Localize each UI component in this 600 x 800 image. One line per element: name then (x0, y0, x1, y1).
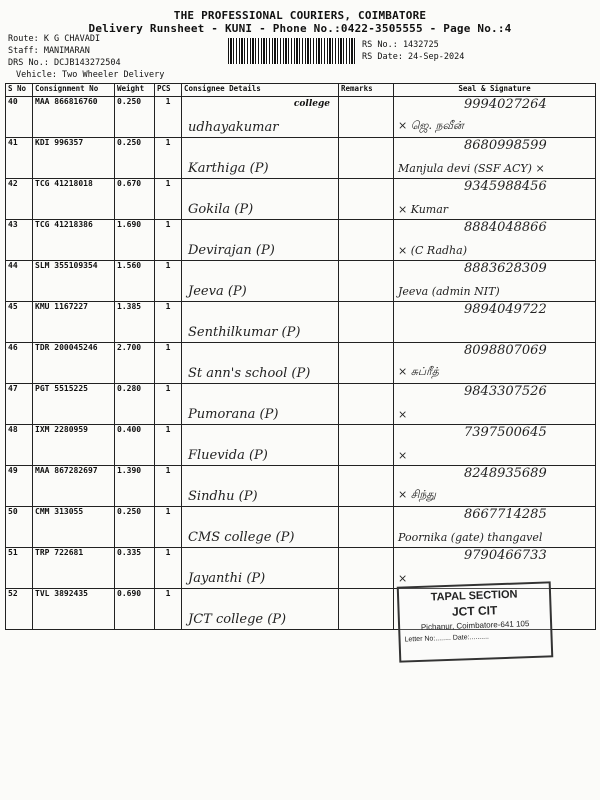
row-weight: 0.250 (115, 97, 155, 138)
row-remarks (339, 507, 394, 548)
stamp-line-2: JCT CIT (451, 603, 498, 619)
row-remarks (339, 138, 394, 179)
row-weight: 1.690 (115, 220, 155, 261)
row-consignee-name: Karthiga (P) (188, 161, 269, 176)
table-row (6, 138, 596, 179)
row-consignee-cell (182, 179, 339, 220)
col-weight: Weight (115, 84, 155, 97)
row-signature: × (398, 449, 408, 462)
row-remarks (339, 384, 394, 425)
row-sno: 47 (6, 384, 33, 425)
row-sno: 45 (6, 302, 33, 343)
row-sno: 48 (6, 425, 33, 466)
row-signature: × (398, 572, 408, 585)
runsheet-title: Delivery Runsheet - KUNI - Phone No.:0422-3505555 - Page No.:4 (88, 22, 512, 35)
row-weight: 1.385 (115, 302, 155, 343)
col-pcs: PCS (155, 84, 182, 97)
row-signature: Poornika (gate) thangavel (398, 531, 543, 544)
table-row (6, 384, 596, 425)
row-sno: 49 (6, 466, 33, 507)
row-phone: 7397500645 (464, 425, 547, 440)
row-consignment-no: SLM 355109354 (33, 261, 115, 302)
row-sno: 50 (6, 507, 33, 548)
vehicle-label: Vehicle: Two Wheeler Delivery (16, 70, 165, 80)
row-pcs: 1 (155, 343, 182, 384)
route-label: Route: K G CHAVADI (8, 34, 101, 44)
stamp-line-3: Pichanur, Coimbatore-641 105 (420, 619, 530, 632)
stamp-line-1: TAPAL SECTION (430, 588, 518, 604)
barcode (228, 38, 356, 64)
row-consignee-name: udhayakumar (188, 120, 279, 135)
row-remarks (339, 425, 394, 466)
row-phone: 8884048866 (464, 220, 547, 235)
row-sno: 46 (6, 343, 33, 384)
row-consignee-name: Sindhu (P) (188, 489, 258, 504)
table-row (6, 261, 596, 302)
row-remarks (339, 220, 394, 261)
row-consignment-no: MAA 867282697 (33, 466, 115, 507)
row-consignment-no: KDI 996357 (33, 138, 115, 179)
row-remarks (339, 466, 394, 507)
row-signature: × சிந்து (398, 488, 436, 501)
row-pcs: 1 (155, 466, 182, 507)
table-row (6, 302, 596, 343)
row-consignee-cell (182, 589, 339, 630)
row-consignment-no: TCG 41218018 (33, 179, 115, 220)
stamp-line-4: Letter No:........ Date:.......... (404, 633, 490, 644)
row-consignee-cell (182, 138, 339, 179)
row-phone: 9894049722 (464, 302, 547, 317)
row-consignment-no: KMU 1167227 (33, 302, 115, 343)
row-pcs: 1 (155, 179, 182, 220)
row-weight: 2.700 (115, 343, 155, 384)
staff-label: Staff: MANIMARAN (8, 46, 90, 56)
row-pcs: 1 (155, 548, 182, 589)
row-consignee-cell (182, 425, 339, 466)
row-signature-cell (394, 220, 596, 261)
table-row (6, 466, 596, 507)
row-signature: × (398, 408, 408, 421)
row-signature-cell (394, 343, 596, 384)
row-signature: × சுப்ரீத் (398, 365, 439, 378)
row-phone: 8248935689 (464, 466, 547, 481)
runsheet-table (5, 83, 596, 630)
row-signature-cell (394, 97, 596, 138)
row-consignee-name: Jayanthi (P) (188, 571, 266, 586)
row-consignee-name: St ann's school (P) (188, 366, 311, 381)
row-signature-cell (394, 384, 596, 425)
row-sno: 41 (6, 138, 33, 179)
row-weight: 0.670 (115, 179, 155, 220)
row-consignment-no: TVL 3892435 (33, 589, 115, 630)
row-consignee-name: JCT college (P) (188, 612, 287, 627)
table-row (6, 343, 596, 384)
row-consignee-cell (182, 261, 339, 302)
row-phone: 8680998599 (464, 138, 547, 153)
row-consignee-cell (182, 97, 339, 138)
row-weight: 0.335 (115, 548, 155, 589)
row-weight: 0.250 (115, 138, 155, 179)
row-sno: 43 (6, 220, 33, 261)
row-consignee-name: Jeeva (P) (188, 284, 247, 299)
table-header-row (6, 84, 596, 97)
row-weight: 0.250 (115, 507, 155, 548)
row-signature: × Kumar (398, 203, 449, 216)
row-remarks (339, 302, 394, 343)
row-consignment-no: TRP 722681 (33, 548, 115, 589)
row-signature: × ஜெ. நவீன் (398, 119, 464, 132)
drs-number: DRS No.: DCJB143272504 (8, 58, 121, 68)
row-signature-cell (394, 179, 596, 220)
row-sno: 40 (6, 97, 33, 138)
row-weight: 0.690 (115, 589, 155, 630)
row-phone: 9994027264 (464, 97, 547, 112)
table-row (6, 97, 596, 138)
table-row (6, 220, 596, 261)
row-weight: 1.560 (115, 261, 155, 302)
row-consignee-cell (182, 507, 339, 548)
row-sno: 42 (6, 179, 33, 220)
col-signature: Seal & Signature (394, 84, 596, 97)
row-signature-cell (394, 425, 596, 466)
rs-date: RS Date: 24-Sep-2024 (362, 52, 465, 62)
table-row (6, 507, 596, 548)
row-pcs: 1 (155, 425, 182, 466)
row-pcs: 1 (155, 507, 182, 548)
row-signature: Manjula devi (SSF ACY) × (398, 162, 545, 175)
row-remarks (339, 343, 394, 384)
row-sno: 52 (6, 589, 33, 630)
row-consignee-cell (182, 384, 339, 425)
row-pcs: 1 (155, 384, 182, 425)
row-phone: 9345988456 (464, 179, 547, 194)
row-pcs: 1 (155, 302, 182, 343)
table-row (6, 425, 596, 466)
row-consignment-no: PGT 5515225 (33, 384, 115, 425)
row-consignee-name: Fluevida (P) (188, 448, 268, 463)
row-signature-cell (394, 138, 596, 179)
row-pcs: 1 (155, 97, 182, 138)
row-remarks (339, 97, 394, 138)
row-pcs: 1 (155, 220, 182, 261)
row-consignee-name: Gokila (P) (188, 202, 254, 217)
tapal-stamp (397, 581, 554, 662)
row-phone: 9790466733 (464, 548, 547, 563)
row-consignee-cell (182, 220, 339, 261)
row-consignee-cell (182, 302, 339, 343)
row-weight: 1.390 (115, 466, 155, 507)
row-consignment-no: MAA 866816760 (33, 97, 115, 138)
row-consignee-cell (182, 343, 339, 384)
row-consignee-name: Senthilkumar (P) (188, 325, 301, 340)
row-consignment-no: TDR 200045246 (33, 343, 115, 384)
row-sno: 44 (6, 261, 33, 302)
col-remarks: Remarks (339, 84, 394, 97)
row-remarks (339, 261, 394, 302)
row-consignee-cell (182, 466, 339, 507)
row-phone: 8098807069 (464, 343, 547, 358)
row-signature: × (C Radha) (398, 244, 467, 257)
row-pcs: 1 (155, 261, 182, 302)
row-signature-cell (394, 466, 596, 507)
row-pcs: 1 (155, 589, 182, 630)
row-pcs: 1 (155, 138, 182, 179)
row-consignment-no: CMM 313055 (33, 507, 115, 548)
row-phone: 8667714285 (464, 507, 547, 522)
col-consignment: Consignment No (33, 84, 115, 97)
company-title: THE PROFESSIONAL COURIERS, COIMBATORE (173, 9, 427, 22)
row-consignment-no: TCG 41218386 (33, 220, 115, 261)
row-consignee-name: Devirajan (P) (188, 243, 275, 258)
row-weight: 0.280 (115, 384, 155, 425)
row-remarks (339, 589, 394, 630)
row-signature-cell (394, 261, 596, 302)
row-consignee-name: Pumorana (P) (188, 407, 279, 422)
row-weight: 0.400 (115, 425, 155, 466)
row-signature-cell (394, 302, 596, 343)
row-consignee-cell (182, 548, 339, 589)
row-phone: 9843307526 (464, 384, 547, 399)
col-consignee: Consignee Details (182, 84, 339, 97)
row-sno: 51 (6, 548, 33, 589)
col-sno: S No (6, 84, 33, 97)
table-row (6, 179, 596, 220)
row-remarks (339, 548, 394, 589)
row-phone: 8883628309 (464, 261, 547, 276)
rs-number: RS No.: 1432725 (362, 40, 439, 50)
row-consignee-name: CMS college (P) (188, 530, 295, 545)
row-consignment-no: IXM 2280959 (33, 425, 115, 466)
row-signature-cell (394, 507, 596, 548)
row-signature: Jeeva (admin NIT) (398, 285, 500, 298)
row-remarks (339, 179, 394, 220)
row-consignee-note: college (293, 99, 330, 109)
